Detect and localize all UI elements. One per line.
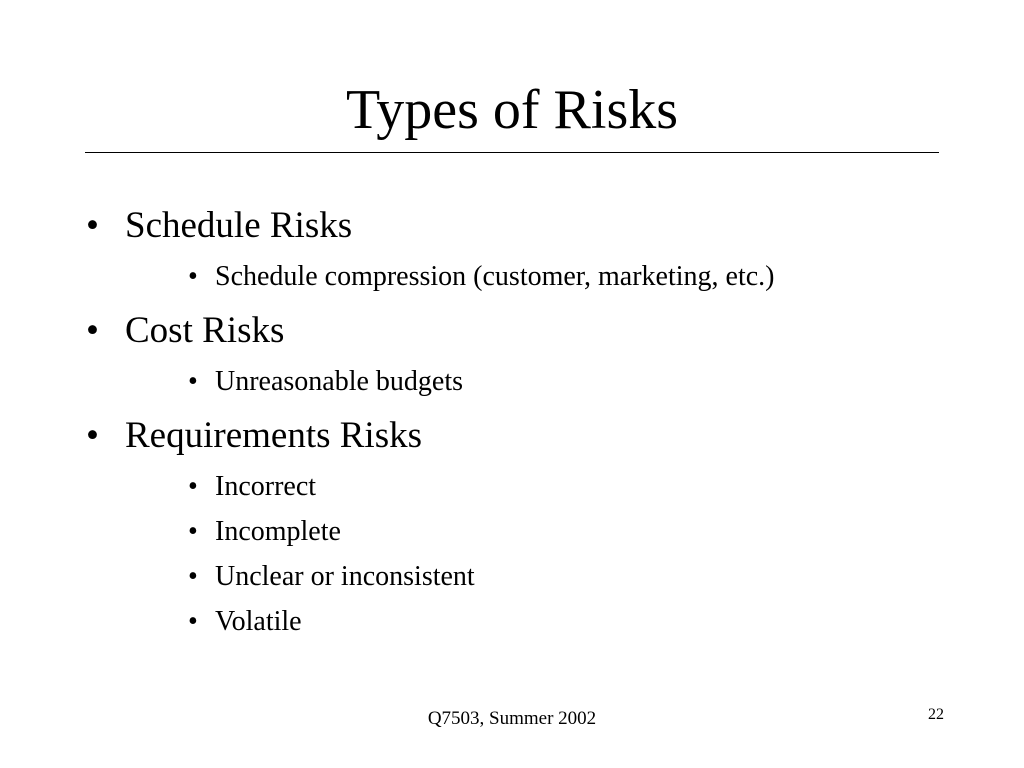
sub-bullet-label: Schedule compression (customer, marketing, etc.) xyxy=(215,261,775,292)
slide-title: Types of Risks xyxy=(345,79,679,141)
slide-number: 22 xyxy=(928,706,944,723)
sub-bullet-label: Unreasonable budgets xyxy=(215,366,464,397)
sub-bullet-icon: • xyxy=(188,471,198,502)
sub-bullet-icon: • xyxy=(188,516,198,547)
bullet-icon: • xyxy=(86,310,99,351)
bullet-label: Schedule Risks xyxy=(125,205,353,246)
sub-bullet-label: Volatile xyxy=(215,606,302,637)
sub-bullet-icon: • xyxy=(188,606,198,637)
sub-bullet-label: Unclear or inconsistent xyxy=(215,561,475,592)
bullet-icon: • xyxy=(86,205,99,246)
bullet-label: Requirements Risks xyxy=(125,415,423,456)
sub-bullet-label: Incorrect xyxy=(215,471,317,502)
sub-bullet-icon: • xyxy=(188,366,198,397)
sub-bullet-icon: • xyxy=(188,261,198,292)
sub-bullet-icon: • xyxy=(188,561,198,592)
sub-bullet-label: Incomplete xyxy=(215,516,341,547)
bullet-label: Cost Risks xyxy=(125,310,285,351)
bullet-icon: • xyxy=(86,415,99,456)
slide-footer: Q7503, Summer 2002 xyxy=(427,708,597,729)
